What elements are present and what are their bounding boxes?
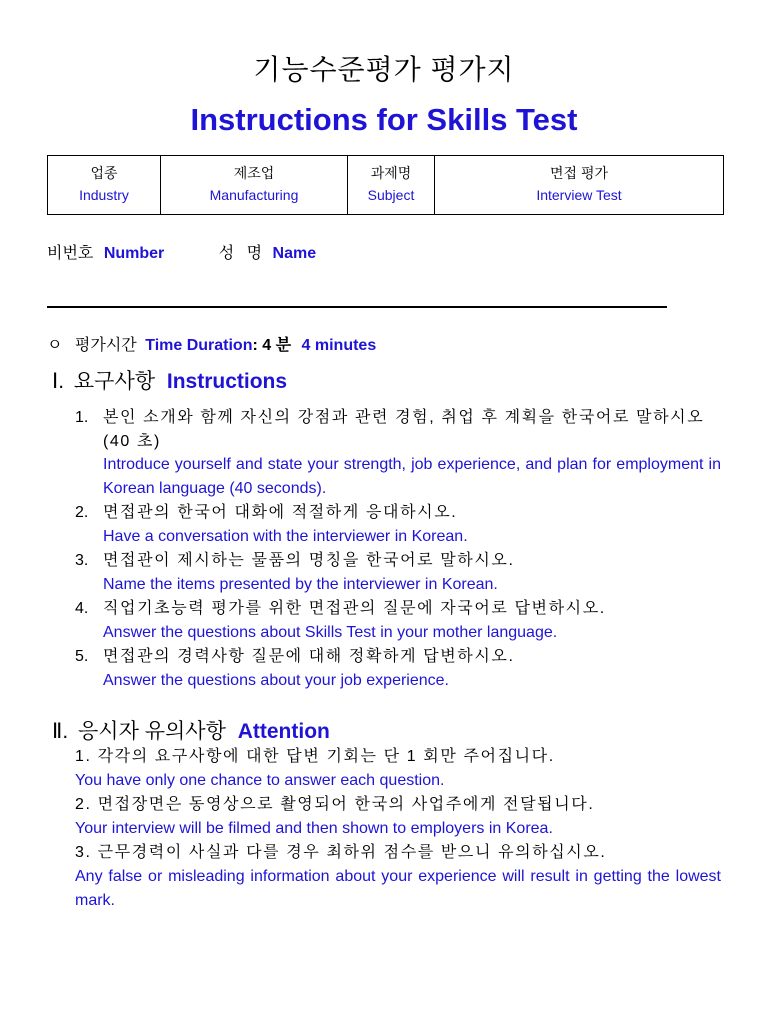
list-item: [75, 841, 721, 913]
item-text-en: Answer the questions about your job experience.: [103, 671, 449, 689]
info-table: [47, 155, 724, 215]
list-item: [75, 406, 721, 500]
item-number: 1.: [75, 409, 89, 426]
section-title-ko: 응시자 유의사항: [78, 720, 226, 743]
duration-label-en: Time Duration: [145, 337, 253, 354]
list-item: [75, 793, 721, 841]
name-label-en: Name: [272, 245, 317, 262]
item-number: 2.: [75, 504, 89, 521]
item-text-ko: 면접관의 한국어 대화에 적절하게 응대하시오.: [103, 504, 458, 521]
item-number: 4.: [75, 600, 89, 617]
section-title-ko: 요구사항: [73, 370, 156, 393]
attention-list: [75, 745, 721, 913]
name-label-ko: 성 명: [218, 245, 267, 262]
section-title-en: Attention: [237, 720, 330, 743]
instructions-list: [75, 406, 721, 692]
item-text-ko: 면접관의 경력사항 질문에 대해 정확하게 답변하시오.: [103, 648, 515, 665]
item-text-ko: 2. 면접장면은 동영상으로 촬영되어 한국의 사업주에게 전달됩니다.: [75, 796, 595, 813]
number-label-ko: 비번호: [47, 245, 94, 262]
info-cell-industry: [48, 156, 161, 215]
info-value-en: Manufacturing: [209, 187, 299, 203]
bullet-icon: ㅇ: [47, 337, 63, 354]
item-text-en: Have a conversation with the interviewer in Korean.: [103, 527, 468, 545]
info-value-ko: 면접 평가: [550, 165, 608, 181]
item-text-ko: 3. 근무경력이 사실과 다를 경우 최하위 점수를 받으니 유의하십시오.: [75, 844, 607, 861]
info-cell-subject: [348, 156, 435, 215]
item-text-en: Name the items presented by the interviewer in Korean.: [103, 575, 498, 593]
signature-line: [47, 306, 667, 308]
info-label-ko: 과제명: [370, 165, 412, 181]
info-label-en: Subject: [367, 187, 415, 203]
info-label-en: Industry: [79, 187, 129, 203]
item-number: 3.: [75, 552, 89, 569]
time-duration: ㅇ 평가시간 Time Duration: 4 분 4 minutes: [47, 337, 377, 354]
list-item: [75, 549, 721, 596]
title-korean: 기능수준평가 평가지: [253, 54, 515, 85]
section-numeral: Ⅰ.: [52, 370, 65, 393]
info-value-ko: 제조업: [233, 165, 275, 181]
section-heading-attention: [52, 715, 330, 745]
list-item: [75, 645, 721, 692]
item-text-ko: 면접관이 제시하는 물품의 명칭을 한국어로 말하시오.: [103, 552, 515, 569]
item-number: 5.: [75, 648, 89, 665]
item-text-ko: 직업기초능력 평가를 위한 면접관의 질문에 자국어로 답변하시오.: [103, 600, 606, 617]
item-text-en: You have only one chance to answer each question.: [75, 772, 445, 789]
title-english: Instructions for Skills Test: [190, 102, 578, 137]
info-cell-interview: [435, 156, 724, 215]
list-item: [75, 745, 721, 793]
info-cell-manufacturing: [161, 156, 348, 215]
item-text-ko: 1. 각각의 요구사항에 대한 답변 기회는 단 1 회만 주어집니다.: [75, 748, 555, 765]
item-text-ko: 본인 소개와 함께 자신의 강점과 관련 경험, 취업 후 계획을 한국어로 말하시오(40 초): [103, 409, 705, 450]
item-text-en: Answer the questions about Skills Test in your mother language.: [103, 623, 558, 641]
id-row: [47, 240, 316, 263]
item-text-en: Any false or misleading information about your experience will result in getting the lowest mark.: [75, 868, 721, 909]
section-title-en: Instructions: [166, 370, 288, 393]
list-item: [75, 597, 721, 644]
duration-label-ko: 평가시간: [74, 337, 137, 354]
info-label-ko: 업종: [90, 165, 118, 181]
duration-value-en: 4 minutes: [301, 337, 377, 354]
item-text-en: Your interview will be filmed and then shown to employers in Korea.: [75, 820, 553, 837]
item-text-en: Introduce yourself and state your strength, job experience, and plan for employment in Korean language (40 seconds).: [103, 456, 721, 497]
number-label-en: Number: [103, 245, 165, 262]
duration-value-ko: 4 분: [262, 337, 292, 354]
section-heading-instructions: [52, 365, 287, 395]
info-value-en: Interview Test: [536, 187, 622, 203]
list-item: [75, 501, 721, 548]
section-numeral: Ⅱ.: [52, 720, 69, 743]
